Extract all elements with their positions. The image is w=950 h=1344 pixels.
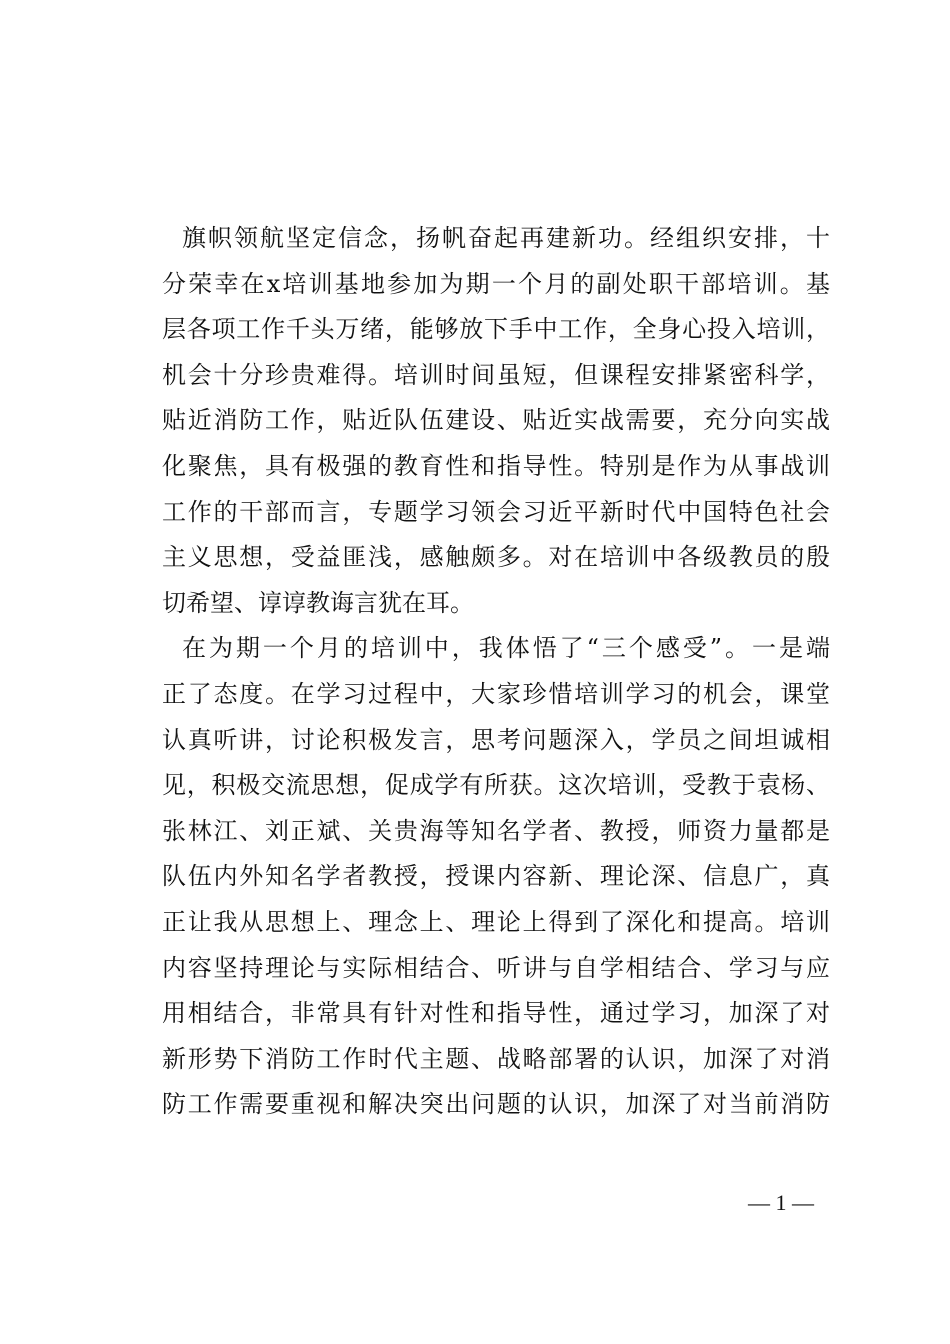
text-line: 队伍内外知名学者教授，授课内容新、理论深、信息广，真 [162, 862, 830, 891]
paragraph [162, 626, 830, 1128]
text-line: 旗帜领航坚定信念，扬帆奋起再建新功。经组织安排，十 [182, 224, 830, 252]
text-line: 张林江、刘正斌、关贵海等知名学者、教授，师资力量都是 [162, 816, 830, 845]
text-line: 层各项工作千头万绪，能够放下手中工作，全身心投入培训， [162, 315, 830, 344]
page-number: — 1 — [748, 1190, 814, 1215]
text-line: 见，积极交流思想，促成学有所获。这次培训，受教于袁杨、 [162, 771, 830, 800]
paragraph [162, 216, 830, 626]
text-line: 新形势下消防工作时代主题、战略部署的认识，加深了对消 [162, 1044, 830, 1073]
text-line: 切希望、谆谆教诲言犹在耳。 [162, 588, 474, 617]
text-line: 机会十分珍贵难得。培训时间虽短，但课程安排紧密科学， [162, 360, 830, 389]
text-line: 主义思想，受益匪浅，感触颇多。对在培训中各级教员的殷 [162, 543, 830, 572]
text-line: 在为期一个月的培训中，我体悟了“三个感受”。一是端 [182, 634, 830, 663]
text-line: 贴近消防工作，贴近队伍建设、贴近实战需要，充分向实战 [162, 406, 830, 435]
body-text [162, 216, 830, 1128]
text-line: 用相结合，非常具有针对性和指导性，通过学习，加深了对 [162, 999, 830, 1028]
text-line: 分荣幸在x培训基地参加为期一个月的副处职干部培训。基 [162, 269, 830, 298]
text-line: 认真听讲，讨论积极发言，思考问题深入，学员之间坦诚相 [162, 725, 830, 754]
text-line: 正让我从思想上、理念上、理论上得到了深化和提高。培训 [162, 907, 830, 936]
text-line: 内容坚持理论与实际相结合、听讲与自学相结合、学习与应 [162, 953, 830, 982]
text-line: 正了态度。在学习过程中，大家珍惜培训学习的机会，课堂 [162, 679, 830, 708]
text-line: 工作的干部而言，专题学习领会习近平新时代中国特色社会 [162, 497, 830, 526]
text-line: 化聚焦，具有极强的教育性和指导性。特别是作为从事战训 [162, 451, 830, 480]
text-line: 防工作需要重视和解决突出问题的认识，加深了对当前消防 [162, 1090, 830, 1119]
